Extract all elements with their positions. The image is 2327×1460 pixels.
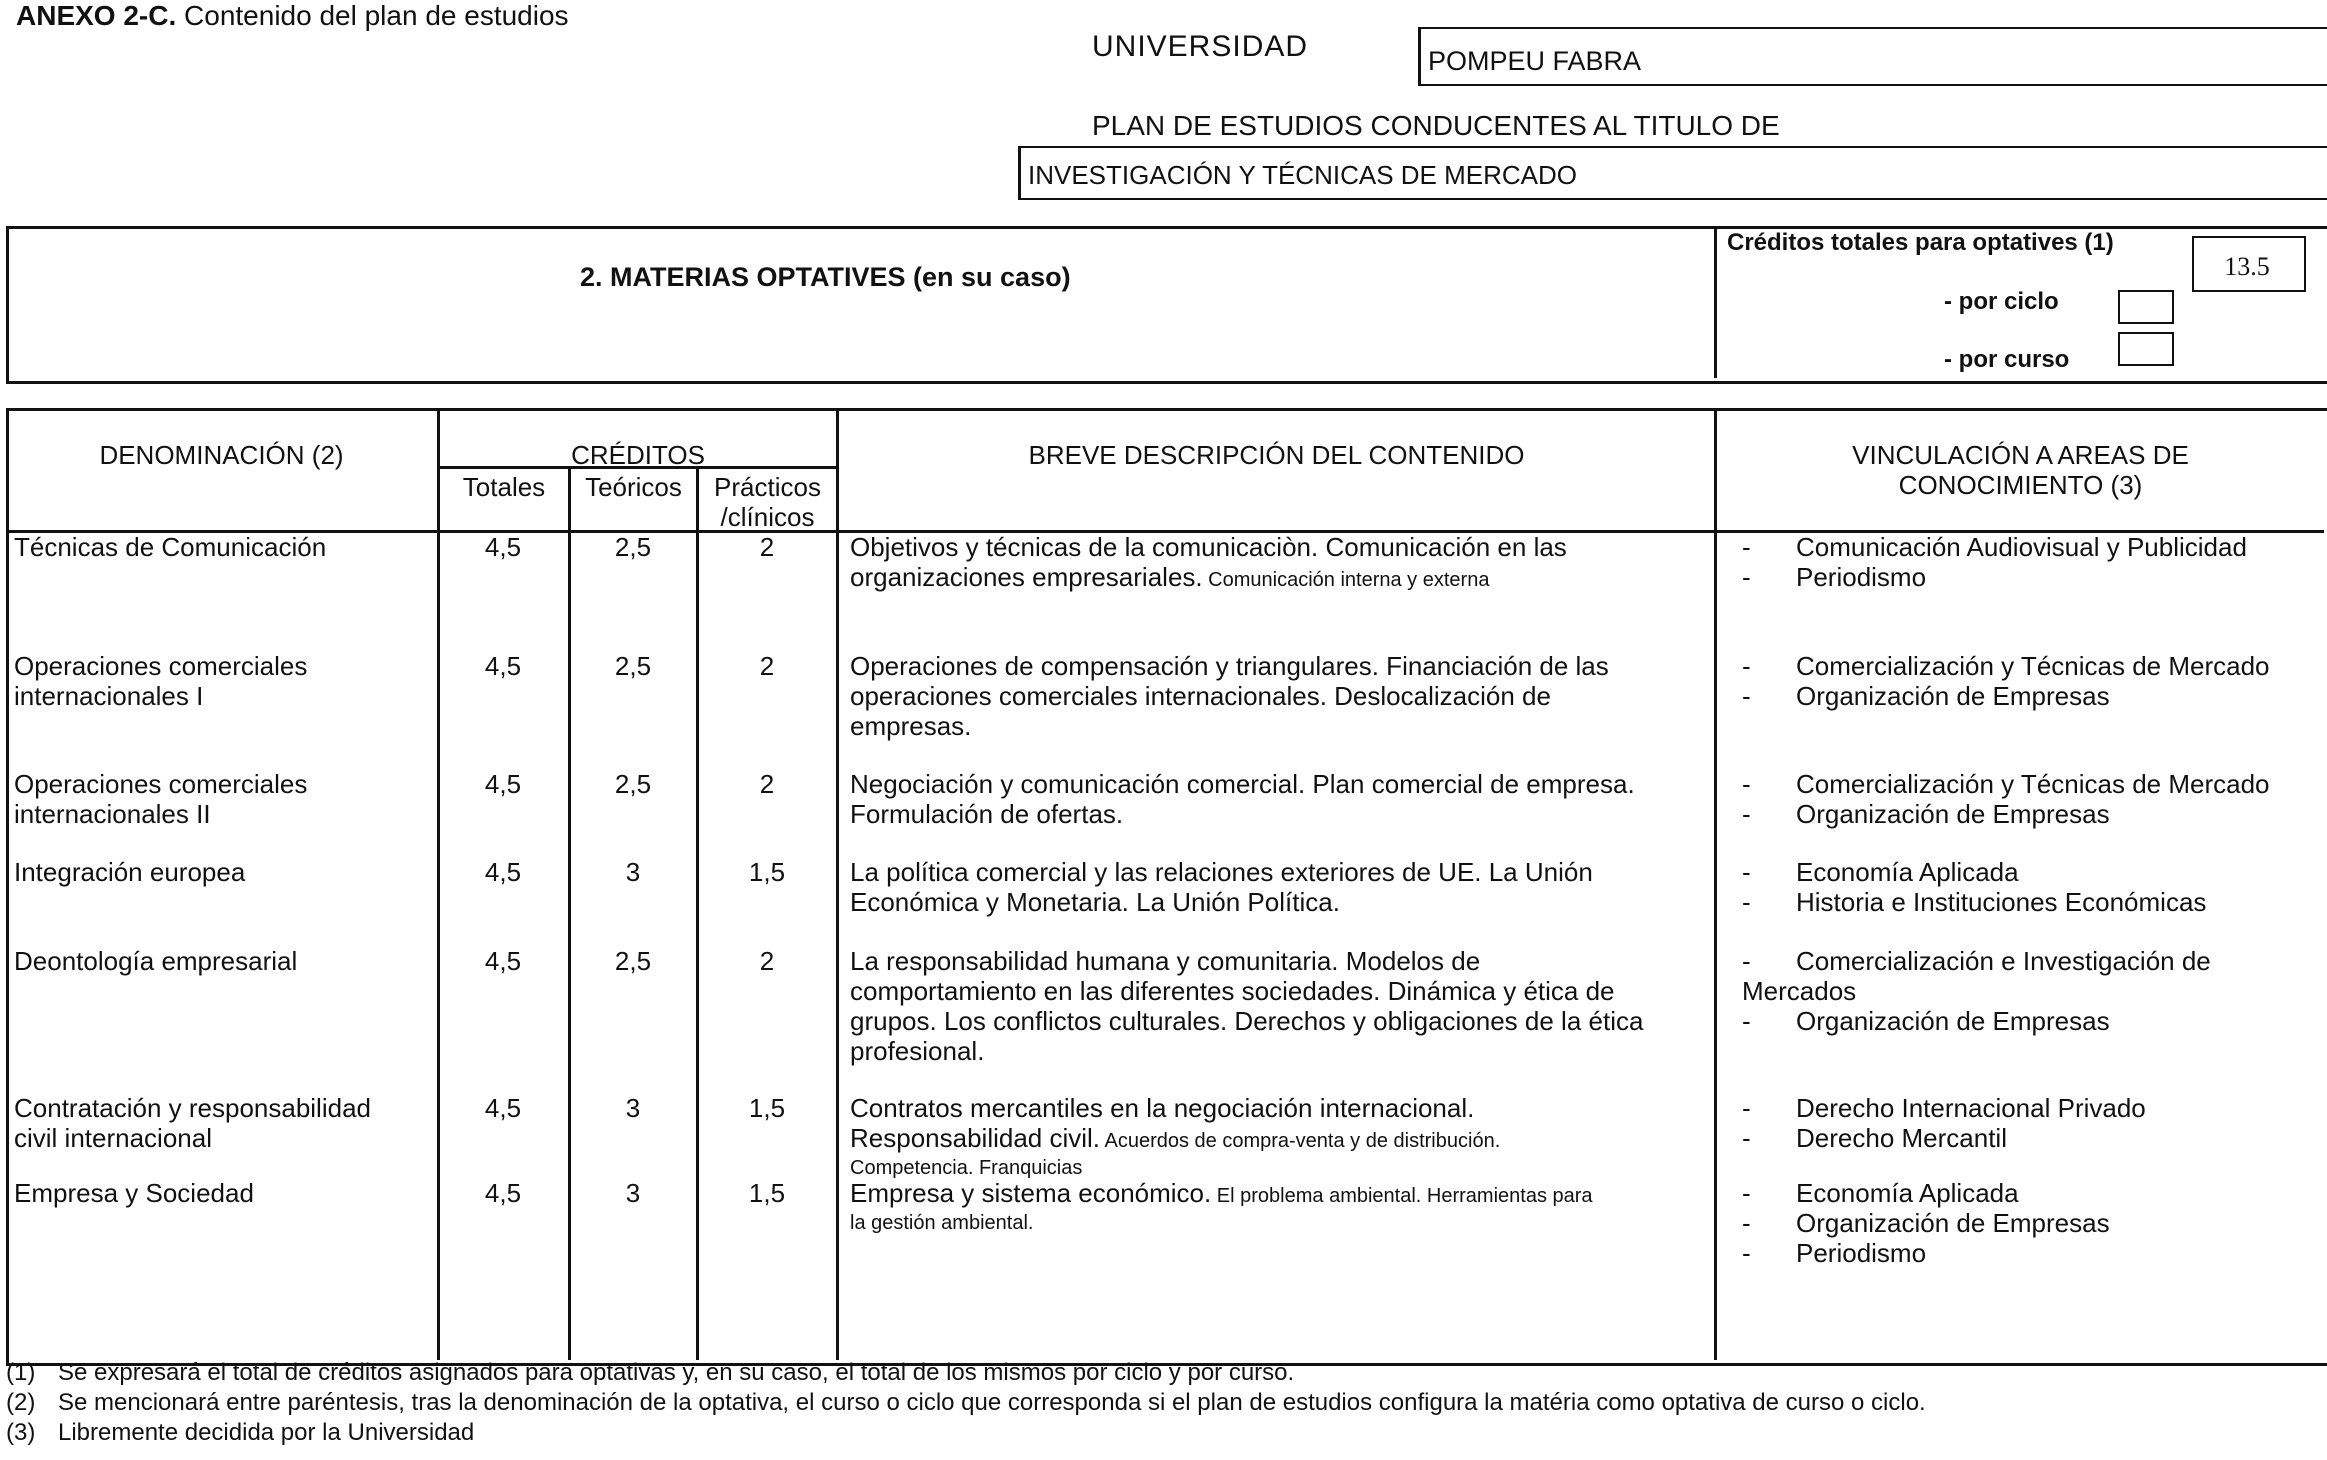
row-name-line: Integración europea: [14, 857, 246, 887]
row-teoricos: 3: [625, 1093, 641, 1123]
desc-text: Empresa y sistema económico.: [850, 1178, 1212, 1208]
row-teoricos: 3: [625, 1178, 641, 1208]
por-ciclo-label: - por ciclo: [1944, 288, 2059, 315]
row-areas: [1742, 769, 2270, 829]
desc-line: empresas.: [850, 711, 972, 741]
row-descripcion: [850, 532, 1710, 595]
creditos-totales-label: Créditos totales para optatives (1): [1727, 229, 2114, 256]
col-divider: [437, 408, 440, 1360]
row-totales: 4,5: [484, 857, 522, 887]
col-creditos: CRÉDITOS: [571, 440, 705, 470]
row-descripcion: [850, 1093, 1710, 1180]
col-divider: [696, 468, 699, 1360]
area-text: Comunicación Audiovisual y Publicidad: [1796, 532, 2247, 562]
area-dash: -: [1742, 1208, 1751, 1238]
col-descripcion: BREVE DESCRIPCIÓN DEL CONTENIDO: [1028, 440, 1525, 470]
row-teoricos: 2,5: [614, 946, 652, 976]
col-denominacion: DENOMINACIÓN (2): [99, 440, 344, 470]
desc-line: Económica y Monetaria. La Unión Política.: [850, 887, 1340, 917]
col-practicos-line1: Prácticos: [714, 472, 821, 502]
desc-line-small: Competencia. Franquicias: [850, 1157, 1083, 1179]
col-divider: [568, 468, 571, 1360]
area-item: [1742, 887, 2206, 917]
area-item: [1742, 1208, 2110, 1238]
desc-line: [850, 1123, 1710, 1156]
annex-title: [16, 0, 569, 32]
row-denominacion: [14, 769, 307, 829]
area-item: [1742, 1178, 2110, 1208]
footnote-number: (3): [6, 1419, 36, 1446]
area-item: [1742, 1093, 2146, 1123]
desc-line: [850, 562, 1710, 595]
area-item: [1742, 857, 2206, 887]
row-totales: 4,5: [484, 1178, 522, 1208]
desc-line: profesional.: [850, 1036, 985, 1066]
area-dash: -: [1742, 769, 1751, 799]
footnote-2: [6, 1388, 1926, 1418]
area-dash: -: [1742, 887, 1751, 917]
row-practicos: 1,5: [748, 857, 786, 887]
desc-line: Objetivos y técnicas de la comunicaciòn. Comunicación en las: [850, 532, 1567, 562]
area-item: [1742, 532, 2247, 562]
area-text: Organización de Empresas: [1796, 681, 2110, 711]
row-name-line: Contratación y responsabilidad: [14, 1093, 371, 1123]
por-curso-box: [2118, 332, 2174, 366]
area-text: Economía Aplicada: [1796, 1178, 2019, 1208]
col-vinculacion-line2: CONOCIMIENTO (3): [1898, 470, 2143, 500]
area-item: [1742, 799, 2270, 829]
row-teoricos: 2,5: [614, 769, 652, 799]
row-practicos: 1,5: [748, 1178, 786, 1208]
row-name-line: Deontología empresarial: [14, 946, 298, 976]
row-descripcion: [850, 1178, 1710, 1235]
area-dash: -: [1742, 1006, 1751, 1036]
col-divider: [1714, 408, 1717, 1360]
desc-text-small: Comunicación interna y externa: [1202, 569, 1490, 591]
col-divider: [836, 408, 839, 1360]
row-denominacion: [14, 532, 326, 562]
col-totales: Totales: [462, 472, 546, 502]
row-name-line: Operaciones comerciales: [14, 651, 308, 681]
area-text: Comercialización y Técnicas de Mercado: [1796, 651, 2270, 681]
por-curso-label: - por curso: [1944, 346, 2070, 373]
row-areas: [1742, 857, 2206, 917]
footnote-1: [6, 1358, 1294, 1388]
col-practicos-line2: /clínicos: [720, 502, 815, 532]
area-text: Organización de Empresas: [1796, 799, 2110, 829]
desc-line: comportamiento en las diferentes sociedades. Dinámica y ética de: [850, 976, 1615, 1006]
row-practicos: 2: [759, 651, 775, 681]
area-dash: -: [1742, 532, 1751, 562]
desc-line: Operaciones de compensación y triangulares. Financiación de las: [850, 651, 1609, 681]
row-denominacion: [14, 1093, 371, 1153]
row-totales: 4,5: [484, 651, 522, 681]
row-denominacion: [14, 946, 297, 976]
area-dash: -: [1742, 1093, 1751, 1123]
area-text: Organización de Empresas: [1796, 1208, 2110, 1238]
area-dash: -: [1742, 857, 1751, 887]
desc-line: [850, 1178, 1710, 1211]
area-item: [1742, 946, 2211, 976]
footnote-text: Libremente decidida por la Universidad: [58, 1419, 475, 1446]
header-divider: [1714, 226, 1717, 378]
area-text: Periodismo: [1796, 1238, 1927, 1268]
row-name-line: internacionales I: [14, 681, 204, 711]
desc-text-small: Acuerdos de compra-venta y de distribución.: [1100, 1130, 1501, 1152]
desc-line: Contratos mercantiles en la negociación internacional.: [850, 1093, 1475, 1123]
col-vinculacion-line1: VINCULACIÓN A AREAS DE: [1852, 440, 2189, 470]
row-denominacion: [14, 1178, 254, 1208]
area-dash: -: [1742, 1123, 1751, 1153]
desc-line: Negociación y comunicación comercial. Plan comercial de empresa.: [850, 769, 1635, 799]
annex-title-bold: ANEXO 2-C.: [16, 0, 177, 31]
footnote-number: (2): [6, 1389, 36, 1416]
row-practicos: 2: [759, 769, 775, 799]
footnote-3: [6, 1418, 474, 1448]
section-title: 2. MATERIAS OPTATIVES (en su caso): [580, 262, 1071, 292]
area-text: Comercialización e Investigación de: [1796, 946, 2211, 976]
row-name-line: Operaciones comerciales: [14, 769, 308, 799]
col-vinculacion: [1717, 440, 2324, 500]
creditos-totales-value: 13.5: [2224, 252, 2270, 281]
row-descripcion: [850, 857, 1710, 917]
row-denominacion: [14, 857, 245, 887]
plan-value: INVESTIGACIÓN Y TÉCNICAS DE MERCADO: [1028, 160, 1577, 190]
desc-text-small: El problema ambiental. Herramientas para: [1211, 1185, 1593, 1207]
row-teoricos: 3: [625, 857, 641, 887]
area-item: [1742, 1006, 2211, 1036]
row-descripcion: [850, 769, 1710, 829]
row-name-line: civil internacional: [14, 1123, 212, 1153]
area-item: [1742, 1238, 2110, 1268]
col-teoricos: Teóricos: [585, 472, 682, 502]
row-denominacion: [14, 651, 307, 711]
row-practicos: 1,5: [748, 1093, 786, 1123]
row-areas: [1742, 946, 2211, 1036]
area-item-continuation: [1688, 976, 2211, 1006]
desc-line: La política comercial y las relaciones exteriores de UE. La Unión: [850, 857, 1593, 887]
row-teoricos: 2,5: [614, 651, 652, 681]
area-text: Comercialización y Técnicas de Mercado: [1796, 769, 2270, 799]
area-dash: -: [1742, 681, 1751, 711]
area-dash: -: [1742, 651, 1751, 681]
area-text: Derecho Mercantil: [1796, 1123, 2007, 1153]
desc-line: Formulación de ofertas.: [850, 799, 1124, 829]
row-practicos: 2: [759, 532, 775, 562]
row-descripcion: [850, 651, 1710, 741]
row-name-line: Empresa y Sociedad: [14, 1178, 254, 1208]
col-practicos: [699, 472, 836, 532]
row-name-line: internacionales II: [14, 799, 211, 829]
desc-line: La responsabilidad humana y comunitaria. Modelos de: [850, 946, 1481, 976]
area-dash: -: [1742, 1178, 1751, 1208]
area-item: [1742, 1123, 2146, 1153]
desc-line: grupos. Los conflictos culturales. Derechos y obligaciones de la ética: [850, 1006, 1644, 1036]
row-areas: [1742, 651, 2270, 711]
universidad-label: UNIVERSIDAD: [1092, 30, 1309, 63]
area-item: [1742, 681, 2270, 711]
row-totales: 4,5: [484, 532, 522, 562]
footnote-text: Se mencionará entre paréntesis, tras la denominación de la optativa, el curso o ciclo que corresponda si el plan de estudios configura la matéria como optativa de curso o ciclo.: [58, 1389, 1926, 1416]
area-text: Historia e Instituciones Económicas: [1796, 887, 2207, 917]
area-text: Periodismo: [1796, 562, 1927, 592]
row-name-line: Técnicas de Comunicación: [14, 532, 327, 562]
universidad-value: POMPEU FABRA: [1428, 46, 1642, 76]
area-text: Economía Aplicada: [1796, 857, 2019, 887]
row-practicos: 2: [759, 946, 775, 976]
row-totales: 4,5: [484, 1093, 522, 1123]
area-dash: -: [1742, 799, 1751, 829]
row-areas: [1742, 1178, 2110, 1268]
footnote-text: Se expresará el total de créditos asignados para optativas y, en su caso, el total de los mismos por ciclo y por curso.: [58, 1359, 1295, 1386]
area-text: Organización de Empresas: [1796, 1006, 2110, 1036]
desc-line-small: la gestión ambiental.: [850, 1212, 1034, 1234]
area-item: [1742, 651, 2270, 681]
row-totales: 4,5: [484, 769, 522, 799]
area-dash: -: [1742, 562, 1751, 592]
area-item: [1742, 769, 2270, 799]
area-dash: -: [1742, 1238, 1751, 1268]
area-dash: -: [1742, 946, 1751, 976]
area-text: Derecho Internacional Privado: [1796, 1093, 2146, 1123]
row-descripcion: [850, 946, 1710, 1066]
area-text: Mercados: [1742, 976, 1857, 1006]
desc-text: Responsabilidad civil.: [850, 1123, 1101, 1153]
area-item: [1742, 562, 2247, 592]
row-teoricos: 2,5: [614, 532, 652, 562]
footnote-number: (1): [6, 1359, 36, 1386]
por-ciclo-box: [2118, 290, 2174, 324]
annex-title-rest: Contenido del plan de estudios: [176, 0, 569, 31]
desc-text: organizaciones empresariales.: [850, 562, 1203, 592]
plan-label: PLAN DE ESTUDIOS CONDUCENTES AL TITULO DE: [1092, 110, 1780, 141]
row-totales: 4,5: [484, 946, 522, 976]
row-areas: [1742, 1093, 2146, 1153]
row-areas: [1742, 532, 2247, 592]
desc-line: operaciones comerciales internacionales. Deslocalización de: [850, 681, 1551, 711]
